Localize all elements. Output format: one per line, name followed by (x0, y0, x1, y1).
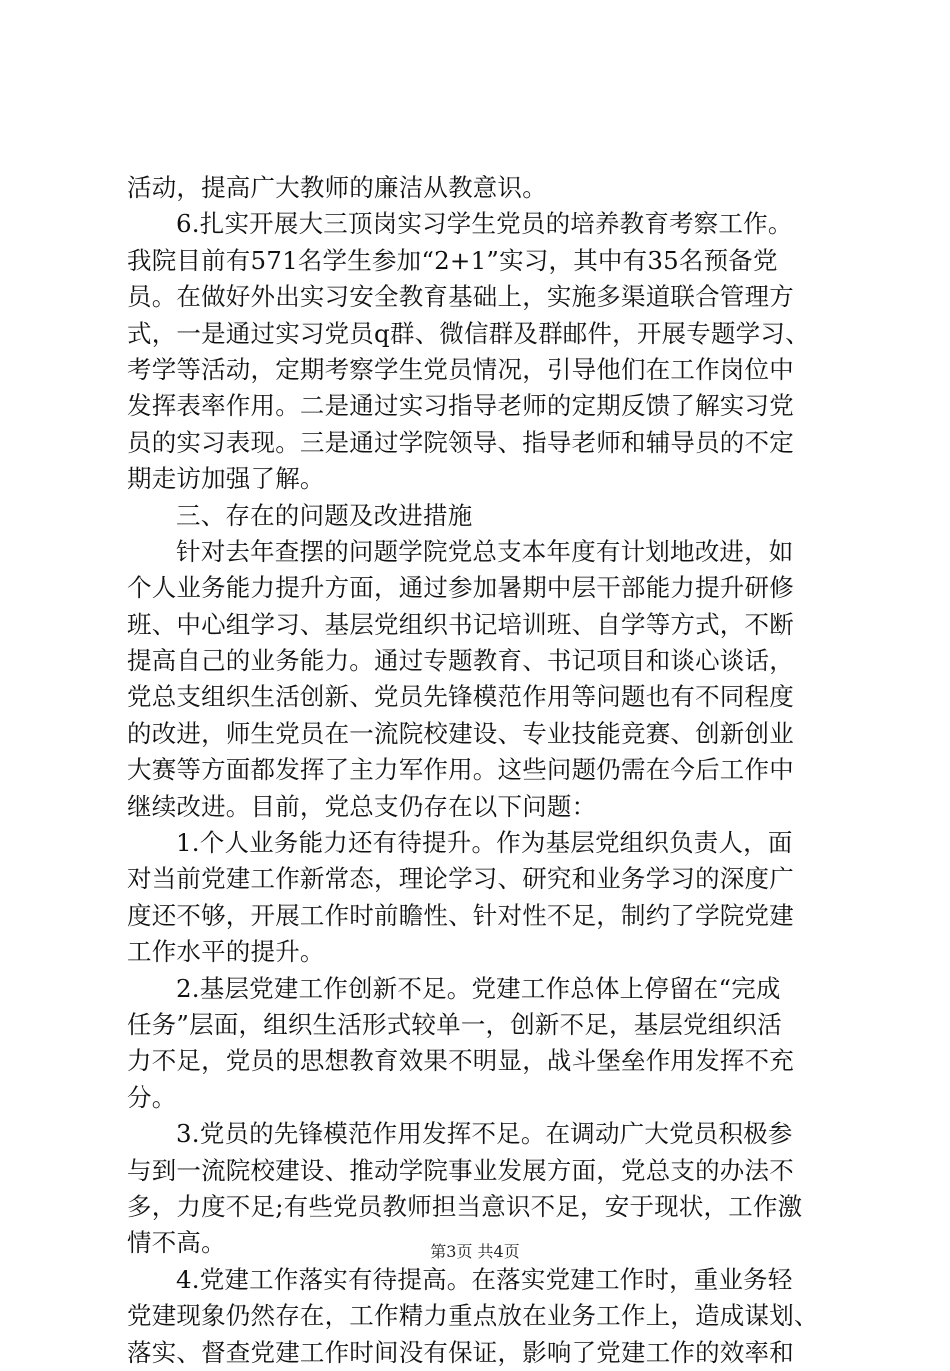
text-line: 继续改进。目前，党总支仍存在以下问题： (127, 791, 597, 821)
text-line: 期走访加强了解。 (127, 464, 325, 494)
text-line: 多，力度不足;有些党员教师担当意识不足，安于现状，工作激 (127, 1191, 803, 1221)
text-line: 工作水平的提升。 (127, 937, 325, 967)
text-line: 1.个人业务能力还有待提升。作为基层党组织负责人，面 (176, 828, 793, 858)
text-line: 式，一是通过实习党员q群、微信群及群邮件，开展专题学习、 (127, 318, 810, 348)
text-line: 分。 (127, 1082, 177, 1112)
text-line: 活动，提高广大教师的廉洁从教意识。 (127, 173, 547, 202)
text-line: 班、中心组学习、基层党组织书记培训班、自学等方式，不断 (127, 609, 794, 639)
text-line: 4.党建工作落实有待提高。在落实党建工作时，重业务轻 (176, 1264, 793, 1294)
text-line: 情不高。 (127, 1228, 226, 1258)
text-line: 度还不够，开展工作时前瞻性、针对性不足，制约了学院党建 (127, 900, 794, 930)
text-line: 6.扎实开展大三顶岗实习学生党员的培养教育考察工作。 (176, 209, 793, 239)
text-line: 考学等活动，定期考察学生党员情况，引导他们在工作岗位中 (127, 354, 794, 384)
text-line: 2.基层党建工作创新不足。党建工作总体上停留在“完成 (176, 973, 781, 1003)
text-line: 我院目前有571名学生参加“2+1”实习，其中有35名预备党 (127, 245, 778, 275)
section-heading: 三、存在的问题及改进措施 (176, 500, 473, 530)
text-line: 发挥表率作用。二是通过实习指导老师的定期反馈了解实习党 (127, 391, 794, 421)
document-body (127, 170, 827, 1371)
text-line: 的改进，师生党员在一流院校建设、专业技能竞赛、创新创业 (127, 718, 794, 748)
text-line: 任务”层面，组织生活形式较单一，创新不足，基层党组织活 (127, 1009, 782, 1039)
text-line: 员的实习表现。三是通过学院领导、指导老师和辅导员的不定 (127, 427, 794, 457)
text-line: 提高自己的业务能力。通过专题教育、书记项目和谈心谈话， (127, 646, 794, 676)
text-line: 力不足，党员的思想教育效果不明显，战斗堡垒作用发挥不充 (127, 1046, 794, 1076)
text-line: 落实、督查党建工作时间没有保证，影响了党建工作的效率和 (127, 1337, 794, 1367)
text-line: 大赛等方面都发挥了主力军作用。这些问题仍需在今后工作中 (127, 755, 794, 785)
text-line: 员。在做好外出实习安全教育基础上，实施多渠道联合管理方 (127, 282, 794, 312)
text-line: 3.党员的先锋模范作用发挥不足。在调动广大党员积极参 (176, 1119, 793, 1149)
text-line: 个人业务能力提升方面，通过参加暑期中层干部能力提升研修 (127, 573, 794, 603)
text-line: 针对去年查摆的问题学院党总支本年度有计划地改进，如 (176, 536, 794, 566)
text-line: 与到一流院校建设、推动学院事业发展方面，党总支的办法不 (127, 1155, 794, 1185)
page-number-footer: 第3页 共4页 (430, 1242, 520, 1261)
text-line: 党建现象仍然存在，工作精力重点放在业务工作上，造成谋划、 (127, 1301, 819, 1331)
text-line: 对当前党建工作新常态，理论学习、研究和业务学习的深度广 (127, 864, 794, 894)
text-line: 党总支组织生活创新、党员先锋模范作用等问题也有不同程度 (127, 682, 794, 712)
